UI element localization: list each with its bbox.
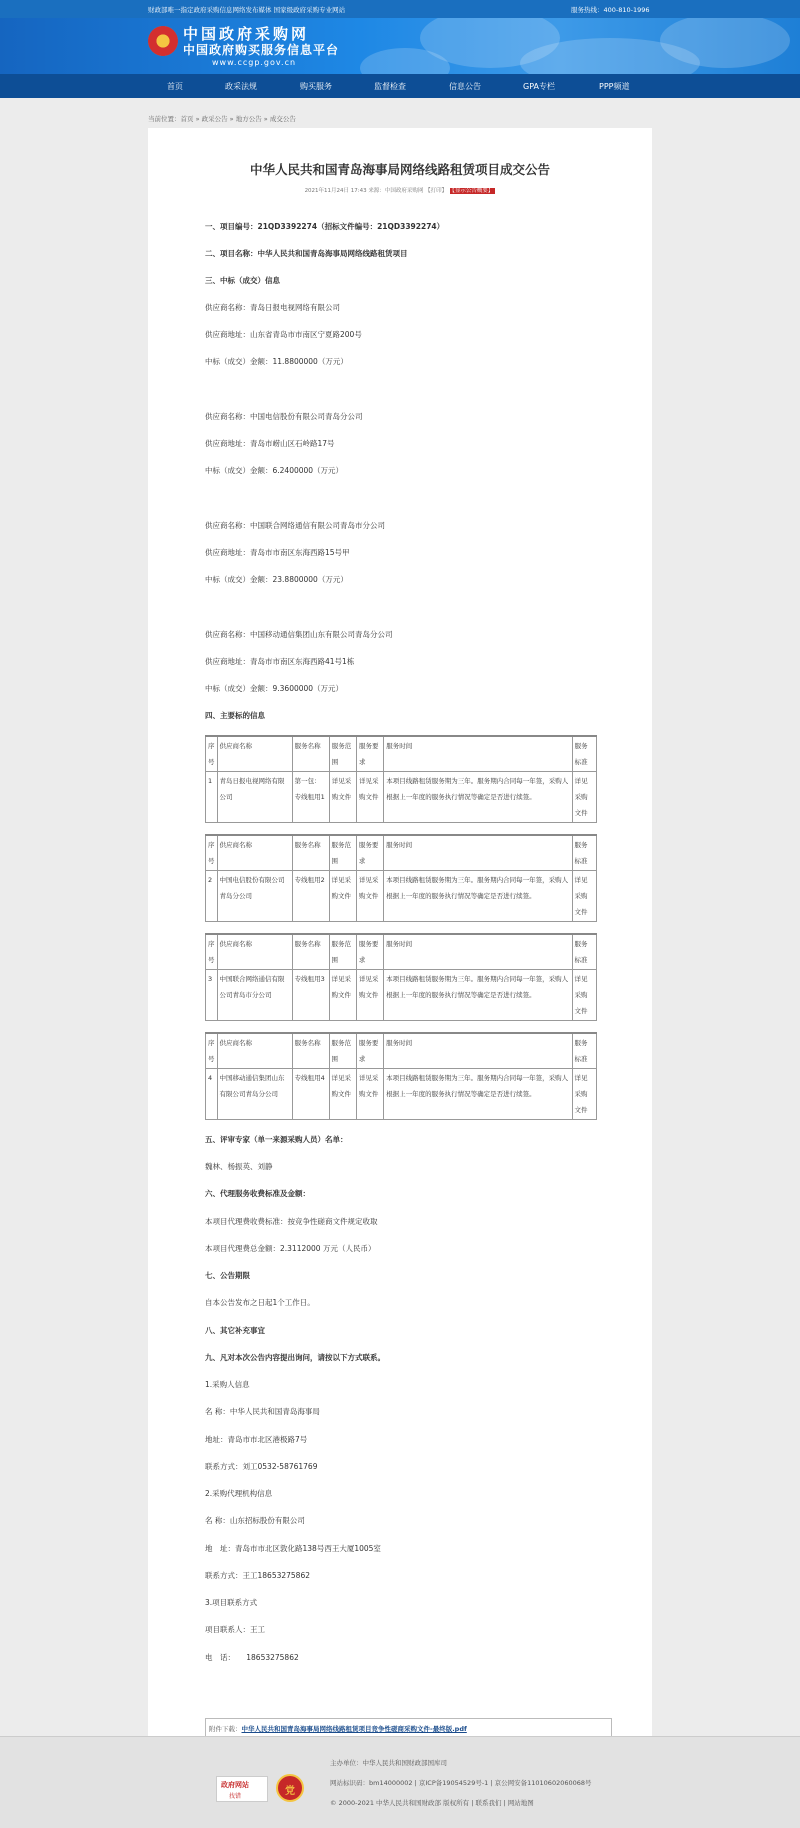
cell-service-time: 本项目线路租赁服务期为三年。服务期内合同每一年签，采购人根据上一年度的服务执行情况等确定是否进行续签。 [384, 871, 572, 922]
header-service-req: 服务要求 [357, 736, 384, 772]
cell-seq: 3 [206, 970, 218, 1021]
nav-ppp[interactable]: PPP频道 [599, 82, 630, 91]
header-service-time: 服务时间 [384, 835, 572, 871]
table-header-row [206, 835, 597, 871]
top-bar-slogan: 财政部唯一指定政府采购信息网络发布媒体 国家级政府采购专业网站 [148, 6, 346, 14]
announcement-content [148, 128, 652, 1736]
header-service-std: 服务标准 [572, 934, 596, 970]
cell-service-name: 专线租用2 [292, 871, 329, 922]
cell-service-std: 详见采购文件 [572, 1069, 596, 1120]
header-service-name: 服务名称 [292, 1033, 329, 1069]
agency-address: 地 址：青岛市市北区敦化路138号西王大厦1005室 [205, 1544, 381, 1553]
header-supplier: 供应商名称 [217, 835, 292, 871]
notice-period-text: 自本公告发布之日起1个工作日。 [205, 1298, 315, 1307]
header-seq: 序号 [206, 1033, 218, 1069]
nav-gpa[interactable]: GPA专栏 [523, 82, 555, 91]
item-table-3 [205, 933, 597, 1021]
agency-contact: 联系方式：王工18653275862 [205, 1571, 310, 1580]
cell-service-req: 详见采购文件 [356, 1069, 383, 1120]
attachment-label: 附件下载： [209, 1725, 242, 1733]
site-logo-subtitle: 中国政府购买服务信息平台 [183, 43, 340, 57]
cell-supplier: 中国移动通信集团山东有限公司青岛分公司 [217, 1069, 292, 1120]
agency-fee-standard: 本项目代理费收费标准：按竞争性磋商文件规定收取 [205, 1217, 378, 1226]
experts-list: 魏林、杨振英、刘静 [205, 1162, 273, 1171]
nav-announcements[interactable]: 信息公告 [449, 82, 481, 91]
supplier-3-address: 供应商地址：青岛市市南区东海西路15号甲 [205, 548, 350, 557]
header-seq: 序号 [206, 934, 218, 970]
table-row [206, 1069, 597, 1120]
supplier-1-name: 供应商名称：青岛日报电视网络有限公司 [205, 303, 340, 312]
header-supplier: 供应商名称 [217, 934, 292, 970]
header-service-name: 服务名称 [292, 736, 329, 772]
cell-service-std: 详见采购文件 [572, 871, 596, 922]
table-header-row [206, 736, 597, 772]
cell-service-req: 详见采购文件 [356, 871, 383, 922]
section-notice-period: 七、公告期限 [205, 1271, 250, 1280]
section-contact: 九、凡对本次公告内容提出询问，请按以下方式联系。 [205, 1353, 385, 1362]
party-badge-label: 党 [285, 1786, 295, 1797]
table-row [206, 970, 597, 1021]
agency-fee-amount: 本项目代理费总金额：2.3112000 万元（人民币） [205, 1244, 376, 1253]
header-seq: 序号 [206, 736, 218, 772]
site-url: www.ccgp.gov.cn [212, 58, 297, 67]
header-banner [0, 18, 800, 74]
table-row [206, 871, 597, 922]
footer-host: 主办单位：中华人民共和国财政部国库司 [330, 1759, 447, 1767]
publish-info: 2021年11月24日 17:43 来源：中国政府采购网 【打印】 [304, 188, 448, 194]
cell-supplier: 青岛日报电视网络有限公司 [217, 772, 292, 823]
section-other-matters: 八、其它补充事宜 [205, 1326, 265, 1335]
badge-label: 政府网站 [221, 1781, 249, 1789]
item-table-2 [205, 834, 597, 922]
supplier-4-amount: 中标（成交）金额：9.3600000（万元） [205, 684, 344, 693]
header-service-req: 服务要求 [356, 1033, 383, 1069]
cell-service-time: 本项目线路租赁服务期为三年。服务期内合同每一年签，采购人根据上一年度的服务执行情况等确定是否进行续签。 [384, 970, 572, 1021]
supplier-2-name: 供应商名称：中国电信股份有限公司青岛分公司 [205, 412, 363, 421]
report-error-badge[interactable] [216, 1776, 268, 1802]
purchaser-name: 名 称：中华人民共和国青岛海事局 [205, 1407, 320, 1416]
cell-service-time: 本项目线路租赁服务期为三年。服务期内合同每一年签，采购人根据上一年度的服务执行情况等确定是否进行续签。 [384, 1069, 572, 1120]
project-name: 二、项目名称：中华人民共和国青岛海事局网络线路租赁项目 [205, 249, 408, 258]
cell-service-name: 专线租用4 [292, 1069, 329, 1120]
footer-copyright: © 2000-2021 中华人民共和国财政部 版权所有 | 联系我们 | 网站地图 [330, 1799, 534, 1807]
header-supplier: 供应商名称 [217, 1033, 292, 1069]
summary-toggle-button[interactable]: 【显示公告概要】 [452, 188, 494, 194]
header-service-scope: 服务范围 [329, 835, 356, 871]
supplier-1-amount: 中标（成交）金额：11.8800000（万元） [205, 357, 348, 366]
supplier-4-name: 供应商名称：中国移动通信集团山东有限公司青岛分公司 [205, 630, 393, 639]
cell-supplier: 中国电信股份有限公司青岛分公司 [217, 871, 292, 922]
table-row [206, 772, 597, 823]
item-table-1 [205, 735, 597, 823]
header-seq: 序号 [206, 835, 218, 871]
agency-name: 名 称：山东招标股份有限公司 [205, 1516, 305, 1525]
service-hotline: 服务热线：400-810-1996 [571, 6, 650, 14]
cell-service-name: 专线租用3 [292, 970, 329, 1021]
section-experts: 五、评审专家（单一来源采购人员）名单： [205, 1135, 348, 1144]
purchaser-info-heading: 1.采购人信息 [205, 1380, 250, 1389]
cell-seq: 1 [206, 772, 218, 823]
footer-registration: 网站标识码：bm14000002 | 京ICP备19054529号-1 | 京公网安备11010602060068号 [330, 1779, 592, 1787]
supplier-1-address: 供应商地址：山东省青岛市市南区宁夏路200号 [205, 330, 362, 339]
cell-service-req: 详见采购文件 [357, 772, 384, 823]
section-award-info: 三、中标（成交）信息 [205, 276, 280, 285]
cell-service-time: 本项目线路租赁服务期为三年。服务期内合同每一年签，采购人根据上一年度的服务执行情况等确定是否进行续签。 [384, 772, 572, 823]
table-header-row [206, 934, 597, 970]
nav-regulations[interactable]: 政采法规 [225, 82, 257, 91]
attachment-download-link[interactable]: 中华人民共和国青岛海事局网络线路租赁项目竞争性磋商采购文件-最终版.pdf [241, 1725, 467, 1733]
header-service-req: 服务要求 [356, 934, 383, 970]
supplier-2-amount: 中标（成交）金额：6.2400000（万元） [205, 466, 344, 475]
main-nav [0, 74, 800, 98]
cell-service-req: 详见采购文件 [356, 970, 383, 1021]
badge-sublabel: 找错 [229, 1793, 242, 1800]
cell-service-scope: 详见采购文件 [329, 772, 356, 823]
header-service-req: 服务要求 [356, 835, 383, 871]
project-contact-heading: 3.项目联系方式 [205, 1598, 258, 1607]
header-service-name: 服务名称 [292, 934, 329, 970]
header-service-std: 服务标准 [572, 1033, 596, 1069]
cell-supplier: 中国联合网络通信有限公司青岛市分公司 [217, 970, 292, 1021]
nav-supervision[interactable]: 监督检查 [374, 82, 406, 91]
site-logo-title[interactable]: 中国政府采购网 [183, 25, 310, 43]
header-service-time: 服务时间 [384, 1033, 572, 1069]
publish-meta [148, 186, 652, 194]
cell-seq: 4 [206, 1069, 218, 1120]
section-main-items: 四、主要标的信息 [205, 711, 265, 720]
header-service-std: 服务标准 [572, 835, 596, 871]
supplier-4-address: 供应商地址：青岛市市南区东海西路41号1栋 [205, 657, 355, 666]
attachment-box [205, 1718, 612, 1738]
breadcrumb[interactable]: 当前位置：首页 » 政采公告 » 地方公告 » 成交公告 [148, 115, 296, 123]
section-agency-fee: 六、代理服务收费标准及金额： [205, 1189, 310, 1198]
cell-service-scope: 详见采购文件 [329, 871, 356, 922]
page-title: 中华人民共和国青岛海事局网络线路租赁项目成交公告 [249, 162, 550, 177]
header-service-time: 服务时间 [384, 736, 572, 772]
cell-service-scope: 详见采购文件 [329, 1069, 356, 1120]
cell-seq: 2 [206, 871, 218, 922]
purchaser-contact: 联系方式：刘工0532-58761769 [205, 1462, 318, 1471]
purchaser-address: 地址：青岛市市北区港极路7号 [205, 1435, 308, 1444]
cell-service-std: 详见采购文件 [572, 772, 596, 823]
header-service-std: 服务标准 [572, 736, 596, 772]
project-number: 一、项目编号：21QD3392274（招标文件编号：21QD3392274） [205, 222, 445, 231]
supplier-3-amount: 中标（成交）金额：23.8800000（万元） [205, 575, 348, 584]
header-service-scope: 服务范围 [329, 934, 356, 970]
project-contact-person: 项目联系人：王工 [205, 1625, 265, 1634]
header-service-time: 服务时间 [384, 934, 572, 970]
national-emblem-icon [148, 26, 178, 56]
cell-service-scope: 详见采购文件 [329, 970, 356, 1021]
cell-service-std: 详见采购文件 [572, 970, 596, 1021]
nav-services[interactable]: 购买服务 [300, 82, 332, 91]
cell-service-name: 第一包：专线租用1 [292, 772, 329, 823]
top-bar [0, 0, 800, 18]
nav-home[interactable]: 首页 [167, 82, 183, 91]
table-header-row [206, 1033, 597, 1069]
header-service-name: 服务名称 [292, 835, 329, 871]
header-supplier: 供应商名称 [217, 736, 292, 772]
item-table-4 [205, 1032, 597, 1120]
header-service-scope: 服务范围 [329, 736, 356, 772]
header-service-scope: 服务范围 [329, 1033, 356, 1069]
party-emblem-icon[interactable] [276, 1774, 304, 1802]
agency-info-heading: 2.采购代理机构信息 [205, 1489, 273, 1498]
supplier-3-name: 供应商名称：中国联合网络通信有限公司青岛市分公司 [205, 521, 385, 530]
supplier-2-address: 供应商地址：青岛市崂山区石岭路17号 [205, 439, 335, 448]
project-contact-phone: 电 话： 18653275862 [205, 1653, 299, 1662]
